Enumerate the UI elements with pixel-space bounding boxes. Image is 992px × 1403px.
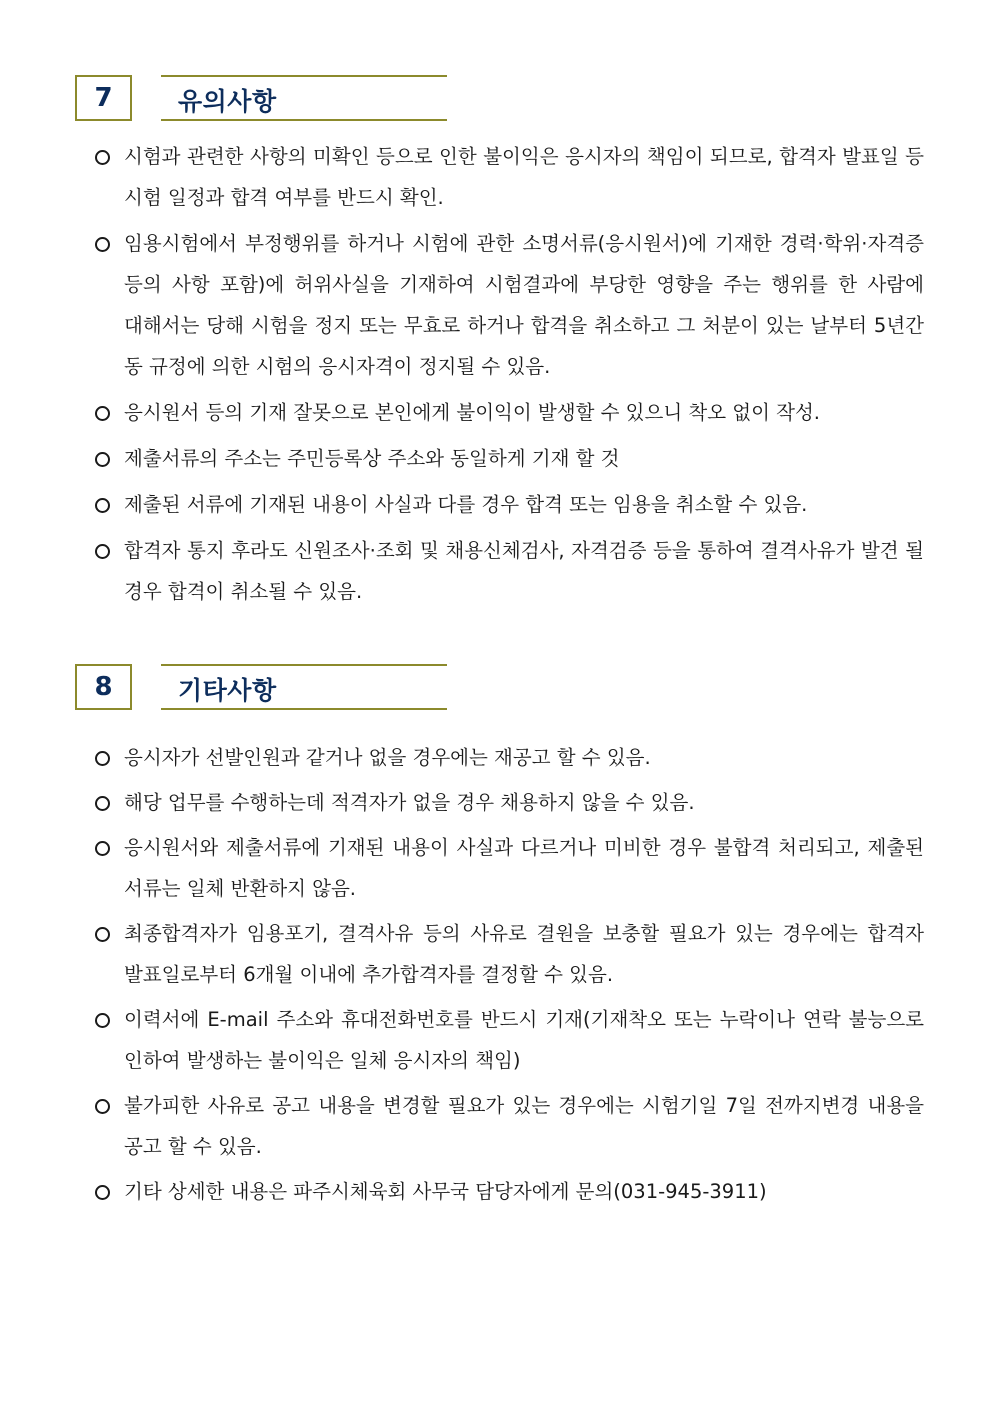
circle-bullet-icon bbox=[95, 406, 110, 421]
list-item bbox=[94, 438, 924, 479]
section-7-header bbox=[75, 75, 450, 125]
list-item bbox=[94, 782, 924, 823]
circle-bullet-icon bbox=[95, 1013, 110, 1028]
circle-bullet-icon bbox=[95, 927, 110, 942]
title-rule-bottom bbox=[161, 708, 447, 710]
item-text: 제출서류의 주소는 주민등록상 주소와 동일하게 기재 할 것 bbox=[124, 447, 620, 470]
list-item bbox=[94, 1085, 924, 1167]
item-text: 최종합격자가 임용포기, 결격사유 등의 사유로 결원을 보충할 필요가 있는 경우에는 합격자 발표일로부터 6개월 이내에 추가합격자를 결정할 수 있음. bbox=[124, 922, 924, 986]
item-text: 기타 상세한 내용은 파주시체육회 사무국 담당자에게 문의(031-945-3911) bbox=[124, 1180, 767, 1203]
circle-bullet-icon bbox=[95, 796, 110, 811]
list-item bbox=[94, 737, 924, 778]
section-title: 기타사항 bbox=[178, 676, 277, 705]
item-text: 합격자 통지 후라도 신원조사·조회 및 채용신체검사, 자격검증 등을 통하여 결격사유가 발견 될 경우 합격이 취소될 수 있음. bbox=[124, 539, 924, 603]
circle-bullet-icon bbox=[95, 841, 110, 856]
list-item bbox=[94, 827, 924, 909]
section-number-box: 8 bbox=[75, 664, 132, 710]
list-item bbox=[94, 392, 924, 433]
circle-bullet-icon bbox=[95, 237, 110, 252]
list-item bbox=[94, 223, 924, 387]
circle-bullet-icon bbox=[95, 751, 110, 766]
item-text: 응시원서와 제출서류에 기재된 내용이 사실과 다르거나 미비한 경우 불합격 처리되고, 제출된 서류는 일체 반환하지 않음. bbox=[124, 836, 924, 900]
list-item bbox=[94, 136, 924, 218]
circle-bullet-icon bbox=[95, 150, 110, 165]
item-text: 응시자가 선발인원과 같거나 없을 경우에는 재공고 할 수 있음. bbox=[124, 746, 651, 769]
section-7-list bbox=[94, 136, 924, 617]
item-text: 응시원서 등의 기재 잘못으로 본인에게 불이익이 발생할 수 있으니 착오 없이 작성. bbox=[124, 401, 821, 424]
circle-bullet-icon bbox=[95, 1099, 110, 1114]
item-text: 제출된 서류에 기재된 내용이 사실과 다를 경우 합격 또는 임용을 취소할 수 있음. bbox=[124, 493, 808, 516]
list-item bbox=[94, 1171, 924, 1212]
item-text: 임용시험에서 부정행위를 하거나 시험에 관한 소명서류(응시원서)에 기재한 경력·학위·자격증 등의 사항 포함)에 허위사실을 기재하여 시험결과에 부당한 영향을 주는 행위를 한 사람에 대해서는 당해 시험을 정지 또는 무효로 하거나 합격을 취소하고 그 처분이 있는 날부터 5년간 동 규정에 의한 시험의 응시자격이 정지될 수 있음. bbox=[124, 232, 924, 378]
title-rule-top bbox=[161, 664, 447, 666]
circle-bullet-icon bbox=[95, 498, 110, 513]
item-text: 이력서에 E-mail 주소와 휴대전화번호를 반드시 기재(기재착오 또는 누락이나 연락 불능으로 인하여 발생하는 불이익은 일체 응시자의 책임) bbox=[124, 1008, 924, 1072]
list-item bbox=[94, 999, 924, 1081]
circle-bullet-icon bbox=[95, 1185, 110, 1200]
section-number-box: 7 bbox=[75, 75, 132, 121]
title-rule-bottom bbox=[161, 119, 447, 121]
item-text: 불가피한 사유로 공고 내용을 변경할 필요가 있는 경우에는 시험기일 7일 전까지변경 내용을 공고 할 수 있음. bbox=[124, 1094, 924, 1158]
section-title: 유의사항 bbox=[178, 87, 277, 116]
circle-bullet-icon bbox=[95, 544, 110, 559]
section-8-list bbox=[94, 737, 924, 1216]
item-text: 시험과 관련한 사항의 미확인 등으로 인한 불이익은 응시자의 책임이 되므로, 합격자 발표일 등 시험 일정과 합격 여부를 반드시 확인. bbox=[124, 145, 924, 209]
circle-bullet-icon bbox=[95, 452, 110, 467]
section-8-header bbox=[75, 664, 450, 714]
list-item bbox=[94, 484, 924, 525]
item-text: 해당 업무를 수행하는데 적격자가 없을 경우 채용하지 않을 수 있음. bbox=[124, 791, 695, 814]
list-item bbox=[94, 530, 924, 612]
list-item bbox=[94, 913, 924, 995]
title-rule-top bbox=[161, 75, 447, 77]
